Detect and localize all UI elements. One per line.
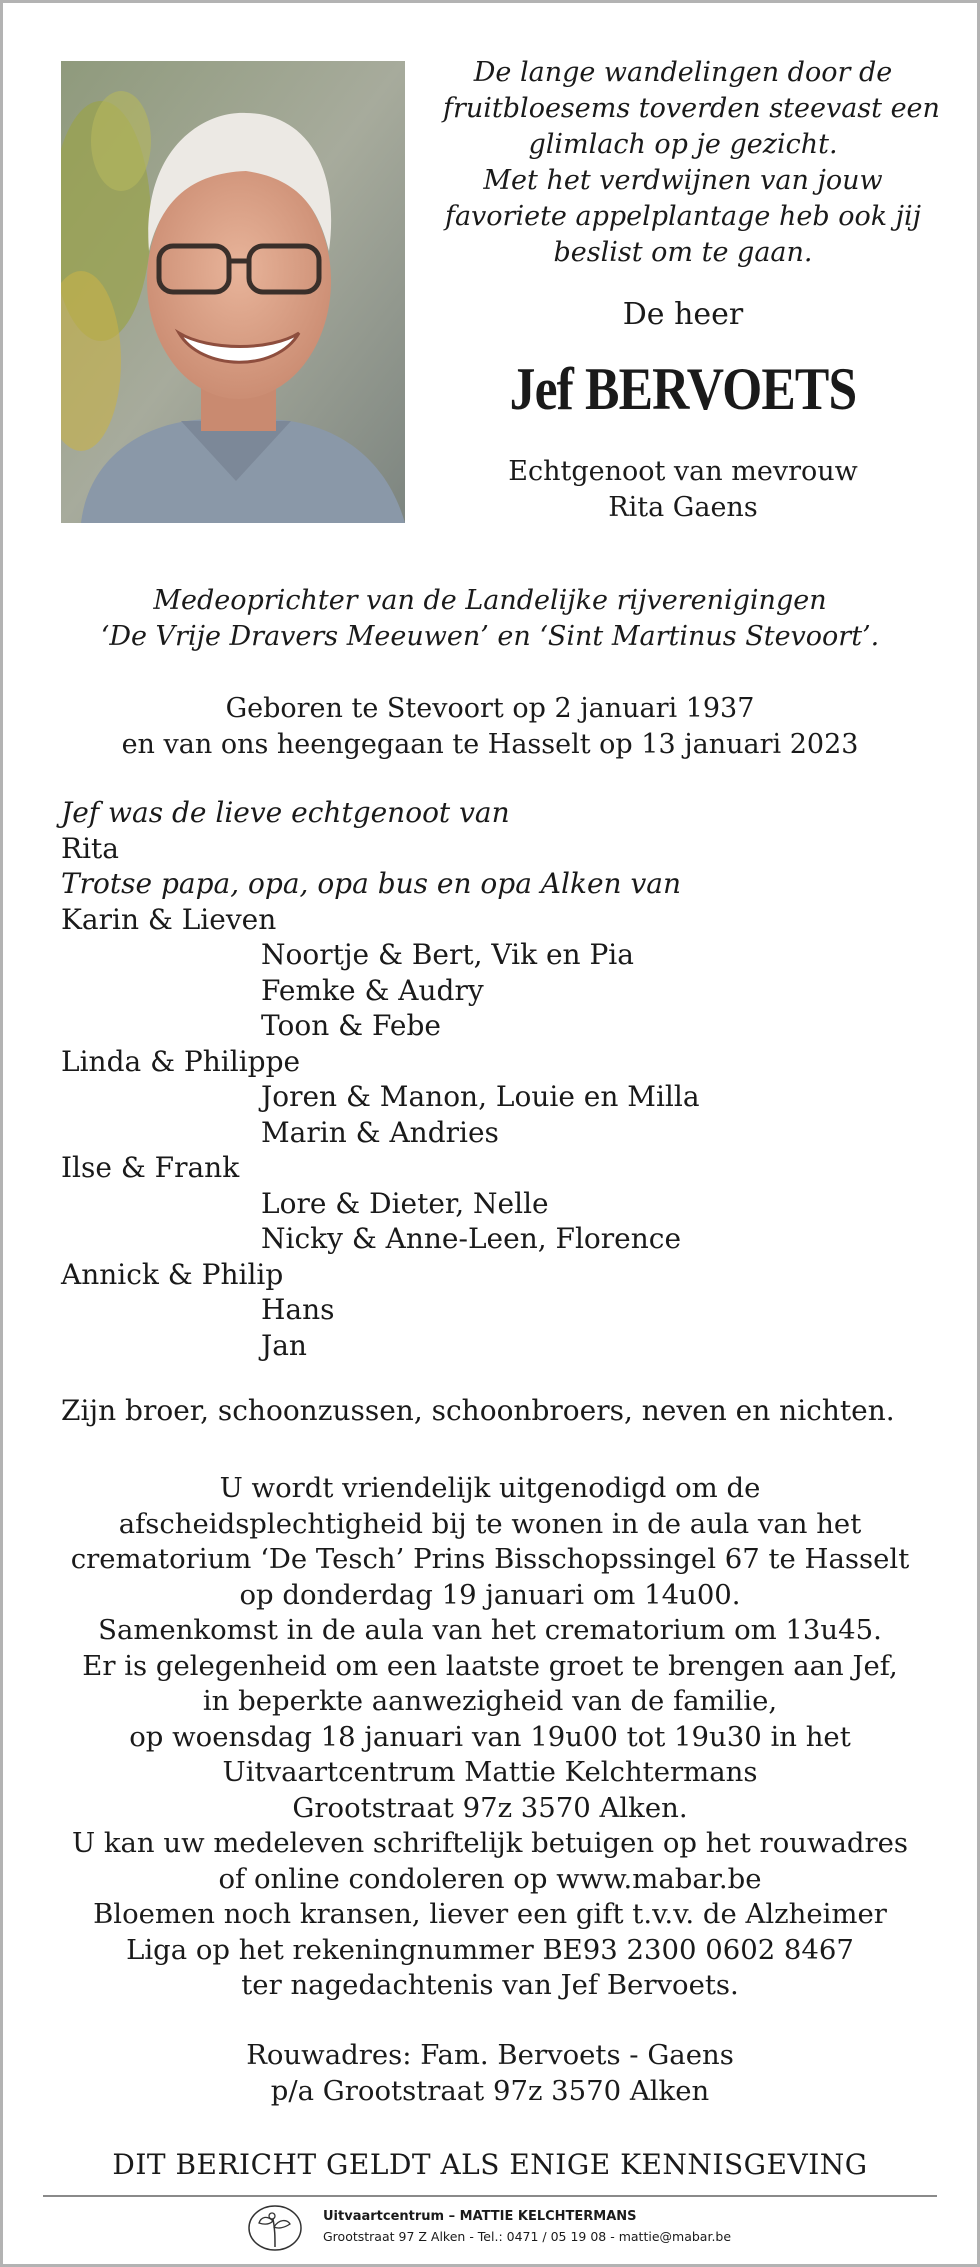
spouse-line: Echtgenoot van mevrouw bbox=[508, 456, 858, 487]
relatives-line: Zijn broer, schoonzussen, schoonbroers, neven en nichten. bbox=[61, 1394, 895, 1427]
mourning-address bbox=[3, 2037, 977, 2109]
footer-company: Uitvaartcentrum – MATTIE KELCHTERMANS bbox=[323, 2209, 637, 2224]
invitation-line: op donderdag 19 januari om 14u00. bbox=[239, 1578, 741, 1611]
poem-line: glimlach op je gezicht. bbox=[528, 129, 838, 160]
address-line: p/a Grootstraat 97z 3570 Alken bbox=[270, 2075, 710, 2107]
spouse-info bbox=[443, 454, 923, 526]
family-line: Ilse & Frank bbox=[61, 1151, 240, 1184]
family-line: Noortje & Bert, Vik en Pia bbox=[261, 938, 634, 971]
family-line: Hans bbox=[261, 1293, 335, 1326]
footer bbox=[245, 2201, 765, 2257]
born-line: en van ons heengegaan te Hasselt op 13 januari 2023 bbox=[121, 729, 859, 760]
family-line: Karin & Lieven bbox=[61, 902, 277, 936]
family-line: Annick & Philip bbox=[61, 1257, 284, 1291]
birth-death-info bbox=[3, 691, 977, 763]
invitation-block bbox=[3, 1471, 977, 2004]
founder-line: ‘De Vrije Dravers Meeuwen’ en ‘Sint Martinus Stevoort’. bbox=[100, 621, 880, 652]
family-line: Linda & Philippe bbox=[61, 1044, 301, 1078]
invitation-line: op woensdag 18 januari van 19u00 tot 19u30 in het bbox=[129, 1720, 851, 1753]
family-line: Joren & Manon, Louie en Milla bbox=[261, 1080, 700, 1113]
family-line: Femke & Audry bbox=[261, 973, 484, 1007]
invitation-line: ter nagedachtenis van Jef Bervoets. bbox=[241, 1969, 739, 2001]
invitation-line: Liga op het rekeningnummer BE93 2300 0602 8467 bbox=[126, 1933, 854, 1966]
family-line: Rita bbox=[61, 831, 119, 865]
poem-line: favoriete appelplantage heb ook jij bbox=[444, 201, 922, 232]
invitation-line: Samenkomst in de aula van het crematorium om 13u45. bbox=[98, 1614, 882, 1646]
portrait-image bbox=[61, 61, 405, 523]
poem-line: De lange wandelingen door de bbox=[473, 57, 893, 88]
notice-line: DIT BERICHT GELDT ALS ENIGE KENNISGEVING bbox=[112, 2148, 868, 2181]
founder-info bbox=[3, 583, 977, 655]
invitation-line: of online condoleren op www.mabar.be bbox=[218, 1862, 762, 1895]
portrait-photo bbox=[61, 61, 405, 523]
family-line: Trotse papa, opa, opa bus en opa Alken van bbox=[61, 867, 681, 900]
footer-contact: Grootstraat 97 Z Alken - Tel.: 0471 / 05 19 08 - mattie@mabar.be bbox=[323, 2229, 732, 2244]
family-line: Jef was de lieve echtgenoot van bbox=[61, 796, 510, 829]
family-line: Nicky & Anne-Leen, Florence bbox=[261, 1222, 682, 1255]
family-line: Lore & Dieter, Nelle bbox=[261, 1186, 549, 1220]
invitation-line: Er is gelegenheid om een laatste groet te brengen aan Jef, bbox=[82, 1649, 898, 1682]
honorific: De heer bbox=[622, 297, 744, 332]
deceased-name: Jef BERVOETS bbox=[509, 356, 857, 422]
family-line: Jan bbox=[261, 1328, 307, 1362]
invitation-line: Uitvaartcentrum Mattie Kelchtermans bbox=[222, 1756, 758, 1788]
born-line: Geboren te Stevoort op 2 januari 1937 bbox=[225, 693, 755, 724]
family-line: Marin & Andries bbox=[261, 1115, 499, 1149]
spouse-line: Rita Gaens bbox=[608, 492, 758, 523]
invitation-line: U kan uw medeleven schriftelijk betuigen op het rouwadres bbox=[71, 1827, 909, 1859]
footer-divider bbox=[43, 2195, 937, 2197]
header-block bbox=[443, 55, 940, 526]
address-line: Rouwadres: Fam. Bervoets - Gaens bbox=[246, 2039, 734, 2071]
founder-line: Medeoprichter van de Landelijke rijverenigingen bbox=[153, 585, 827, 616]
invitation-line: crematorium ‘De Tesch’ Prins Bisschopssingel 67 te Hasselt bbox=[70, 1543, 910, 1575]
poem-line: Met het verdwijnen van jouw bbox=[483, 165, 883, 196]
invitation-line: U wordt vriendelijk uitgenodigd om de bbox=[219, 1472, 761, 1504]
family-list bbox=[61, 795, 941, 1363]
invitation-line: afscheidsplechtigheid bij te wonen in de aula van het bbox=[118, 1507, 862, 1540]
poem-line: fruitbloesems toverden steevast een bbox=[443, 93, 940, 124]
invitation-line: Grootstraat 97z 3570 Alken. bbox=[292, 1791, 688, 1824]
invitation-line: Bloemen noch kransen, liever een gift t.v.v. de Alzheimer bbox=[93, 1898, 887, 1930]
poem bbox=[443, 55, 940, 271]
invitation-line: in beperkte aanwezigheid van de familie, bbox=[202, 1685, 778, 1717]
family-line: Toon & Febe bbox=[261, 1009, 441, 1042]
poem-line: beslist om te gaan. bbox=[553, 237, 813, 268]
funeral-home-logo-icon bbox=[245, 2203, 305, 2253]
